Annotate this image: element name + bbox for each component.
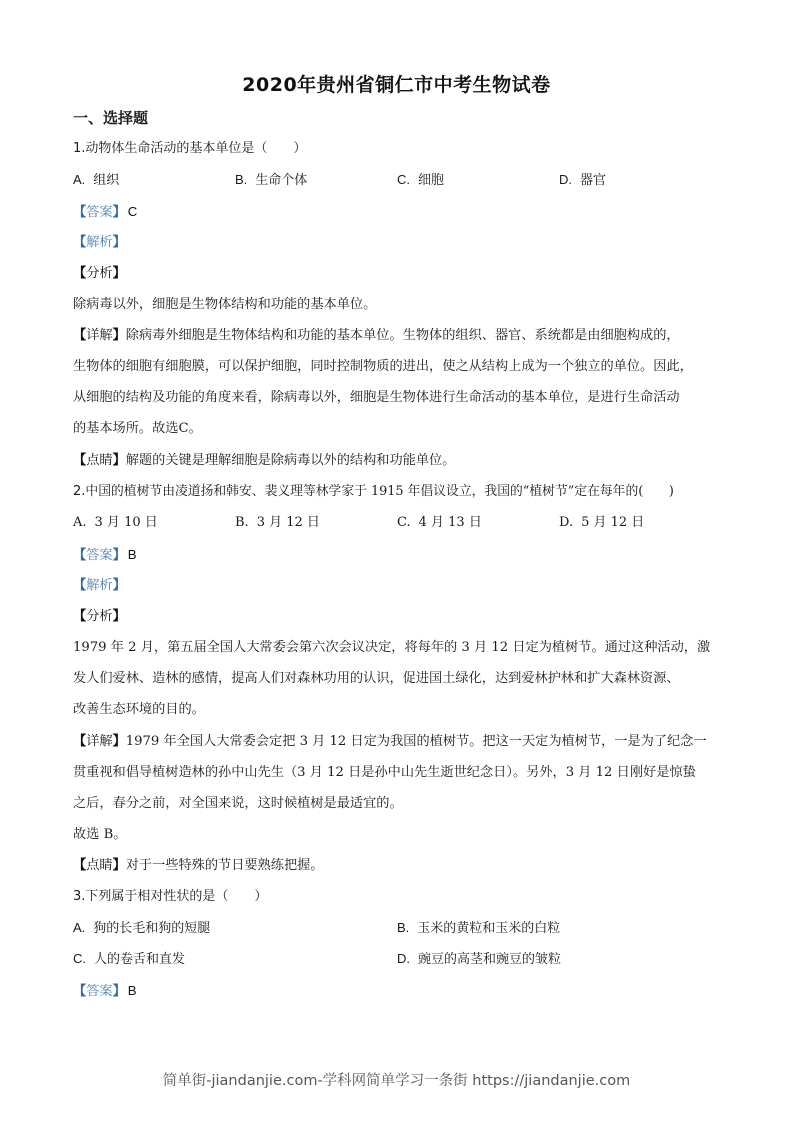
- answer-value: B: [127, 983, 137, 998]
- breakdown-text: 改善生态环境的目的。: [73, 702, 205, 717]
- answer-line-1: [73, 202, 723, 223]
- comment-line-2: 【点睛】对于一些特殊的节日要熟练把握。: [73, 858, 324, 873]
- option-a: A. 狗的长毛和狗的短腿: [73, 920, 211, 936]
- question-text: 中国的植树节由凌道扬和韩安、裴义理等林学家于 1915 年倡议设立，我国的“植树节”定在每年的( ): [85, 484, 674, 499]
- answer-line-3: [73, 981, 723, 1002]
- answer-line-2: [73, 545, 723, 566]
- question-text: 动物体生命活动的基本单位是（ ）: [85, 141, 307, 156]
- breakdown-text: 发人们爱林、造林的感情，提高人们对森林功用的认识，促进国土绿化，达到爱林护林和扩大森林资源、: [73, 671, 680, 686]
- analysis-label-2: 【解析】: [73, 578, 126, 593]
- question-1-options: [73, 170, 733, 190]
- detail-line: 生物体的细胞有细胞膜，可以保护细胞，同时控制物质的进出，使之从结构上成为一个独立的单位。因此，: [73, 359, 693, 374]
- option-b: B. 玉米的黄粒和玉米的白粒: [397, 920, 561, 936]
- question-3-options-row-1: [73, 918, 733, 938]
- detail-line: 【详解】1979 年全国人大常委会定把 3 月 12 日定为我国的植树节。把这一天定为植树节，一是为了纪念一: [73, 734, 707, 749]
- answer-value: B: [127, 547, 137, 562]
- breakdown-label-1: 【分析】: [73, 266, 126, 281]
- option-d: D. 豌豆的高茎和豌豆的皱粒: [397, 951, 562, 967]
- answer-label: 【答案】: [73, 205, 126, 220]
- option-c: C. 细胞: [397, 172, 445, 188]
- answer-value: C: [127, 204, 138, 219]
- comment-line-1: 【点睛】解题的关键是理解细胞是除病毒以外的结构和功能单位。: [73, 453, 456, 468]
- question-2-options: [73, 513, 733, 533]
- document-title: 2020年贵州省铜仁市中考生物试卷: [242, 74, 551, 96]
- option-a: A. 组织: [73, 172, 120, 188]
- analysis-label-1: 【解析】: [73, 235, 126, 250]
- answer-label: 【答案】: [73, 548, 126, 563]
- question-3-options-row-2: [73, 949, 733, 969]
- option-d: D. 5 月 12 日: [559, 515, 645, 530]
- option-c: C. 4 月 13 日: [397, 515, 482, 530]
- breakdown-text: 1979 年 2 月，第五届全国人大常委会第六次会议决定，将每年的 3 月 12 日定为植树节。通过这种活动，激: [73, 640, 711, 655]
- question-number: 1.: [73, 141, 86, 156]
- question-2: [73, 482, 723, 502]
- question-number: 3.: [73, 889, 86, 904]
- question-number: 2.: [73, 484, 86, 499]
- detail-line: 从细胞的结构及功能的角度来看，除病毒以外，细胞是生物体进行生命活动的基本单位，是进行生命活动: [73, 390, 680, 405]
- question-text: 下列属于相对性状的是（ ）: [85, 889, 268, 904]
- detail-line: 贯重视和倡导植树造林的孙中山先生（3 月 12 日是孙中山先生逝世纪念日）。另外，3 月 12 日刚好是惊蛰: [73, 765, 696, 780]
- option-c: C. 人的卷舌和直发: [73, 951, 186, 967]
- option-d: D. 器官: [559, 172, 607, 188]
- conclusion-text: 故选 B。: [73, 827, 127, 842]
- section-heading: 一、选择题: [73, 109, 149, 127]
- detail-line: 【详解】除病毒外细胞是生物体结构和功能的基本单位。生物体的组织、器官、系统都是由细胞构成的，: [73, 328, 680, 343]
- question-3: [73, 887, 723, 907]
- option-a: A. 3 月 10 日: [73, 515, 158, 530]
- detail-line: 的基本场所。故选C。: [73, 421, 202, 436]
- answer-label: 【答案】: [73, 984, 126, 999]
- breakdown-text: 除病毒以外，细胞是生物体结构和功能的基本单位。: [73, 297, 377, 312]
- detail-line: 之后，春分之前，对全国来说，这时候植树是最适宜的。: [73, 796, 403, 811]
- footer-watermark: 简单街-jiandanjie.com-学科网简单学习一条街 https://jiandanjie.com: [162, 1073, 631, 1089]
- breakdown-label-2: 【分析】: [73, 609, 126, 624]
- option-b: B. 生命个体: [235, 172, 308, 188]
- question-1: [73, 139, 723, 159]
- option-b: B. 3 月 12 日: [235, 515, 320, 530]
